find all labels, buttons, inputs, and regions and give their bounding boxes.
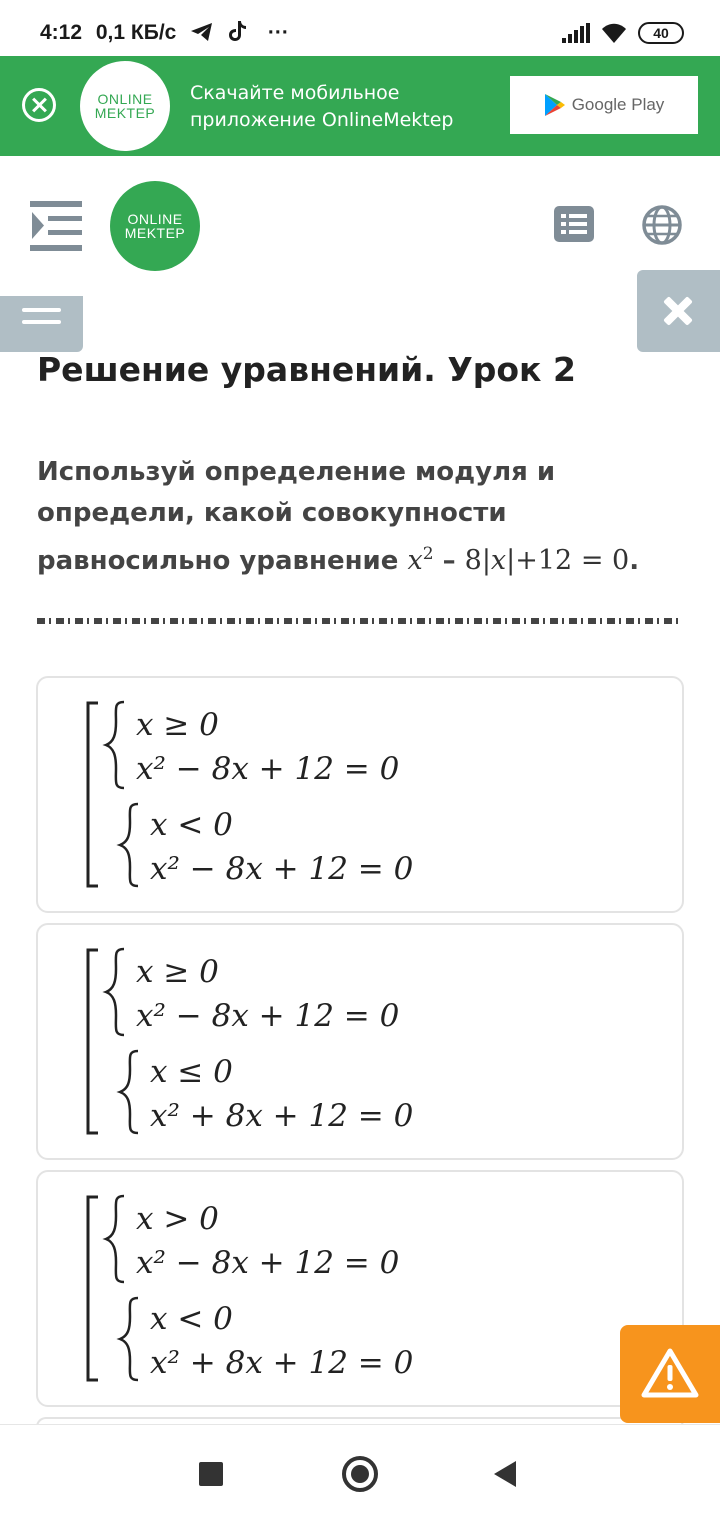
system1-line2: x² − 8x + 12 = 0 [136, 751, 400, 787]
banner-text: Скачайте мобильное приложение OnlineMektep [190, 82, 454, 131]
report-problem-button[interactable] [620, 1325, 720, 1423]
dotted-separator [37, 618, 683, 624]
eq-var-x: x [407, 545, 423, 576]
answer-option[interactable] [36, 923, 684, 1160]
system1-line2: x² − 8x + 12 = 0 [136, 1245, 400, 1281]
system2-line1: x < 0 [150, 807, 233, 843]
telegram-icon [190, 22, 214, 42]
menu-toggle-icon[interactable] [30, 201, 82, 251]
google-play-label: Google Play [571, 95, 665, 114]
banner-logo [80, 61, 170, 151]
system1-line2: x² − 8x + 12 = 0 [136, 998, 400, 1034]
app-download-banner [0, 56, 720, 156]
banner-close-icon[interactable] [22, 88, 56, 122]
logo-text-bottom: MEKTEP [94, 105, 156, 121]
recent-apps-icon[interactable] [199, 1462, 223, 1486]
side-menu-button[interactable] [0, 296, 83, 352]
answer-system-set [38, 925, 686, 1162]
status-more: ··· [267, 21, 289, 44]
eq-rest [465, 545, 630, 576]
home-icon[interactable] [342, 1456, 378, 1492]
logo-text-top: ONLINE [97, 91, 153, 107]
play-store-icon [544, 93, 566, 117]
answer-options [36, 676, 684, 1427]
question-equation [407, 545, 433, 576]
signal-icon [562, 23, 590, 43]
system1-line1: x ≥ 0 [136, 707, 219, 743]
question-text [37, 452, 687, 582]
header-logo-top: ONLINE [127, 211, 183, 227]
wifi-icon [600, 22, 628, 44]
status-time: 4:12 [40, 21, 83, 44]
question-prompt: Используй определение модуля и определи, какой совокупности равносильно уравнение [37, 457, 556, 576]
eq-exponent: 2 [422, 544, 434, 564]
system2-line2: x² + 8x + 12 = 0 [150, 1345, 414, 1381]
battery-indicator: 40 [638, 22, 684, 44]
back-icon[interactable] [494, 1461, 516, 1487]
hamburger-line [22, 320, 61, 324]
eq-rest-c: |+12 = 0 [506, 545, 630, 576]
status-speed: 0,1 КБ/с [95, 21, 177, 44]
status-left [40, 20, 297, 45]
status-bar [0, 0, 720, 56]
tiktok-icon [228, 20, 248, 42]
answer-system-set [38, 678, 686, 915]
globe-icon[interactable] [642, 205, 682, 245]
google-play-button[interactable] [510, 76, 698, 134]
list-icon[interactable] [554, 206, 594, 242]
system1-line1: x ≥ 0 [136, 954, 219, 990]
answer-option[interactable] [36, 1170, 684, 1407]
answer-system-set [38, 1172, 686, 1409]
system2-line1: x < 0 [150, 1301, 233, 1337]
close-lesson-button[interactable] [637, 270, 720, 352]
eq-minus: – [433, 546, 465, 576]
hamburger-line [22, 308, 61, 312]
system2-line2: x² − 8x + 12 = 0 [150, 851, 414, 887]
lesson-title: Решение уравнений. Урок 2 [37, 350, 576, 389]
warning-icon [620, 1325, 720, 1423]
eq-rest-x: x [490, 545, 507, 576]
system-nav-bar [0, 1424, 720, 1520]
system2-line2: x² + 8x + 12 = 0 [150, 1098, 414, 1134]
site-header [0, 156, 720, 296]
eq-rest-a: 8| [464, 545, 491, 576]
question-end: . [629, 546, 640, 576]
site-logo[interactable] [110, 181, 200, 271]
header-logo-bottom: MEKTEP [124, 225, 186, 241]
answer-option[interactable] [36, 676, 684, 913]
system2-line1: x ≤ 0 [150, 1054, 233, 1090]
status-icons [562, 22, 684, 44]
system1-line1: x > 0 [136, 1201, 219, 1237]
